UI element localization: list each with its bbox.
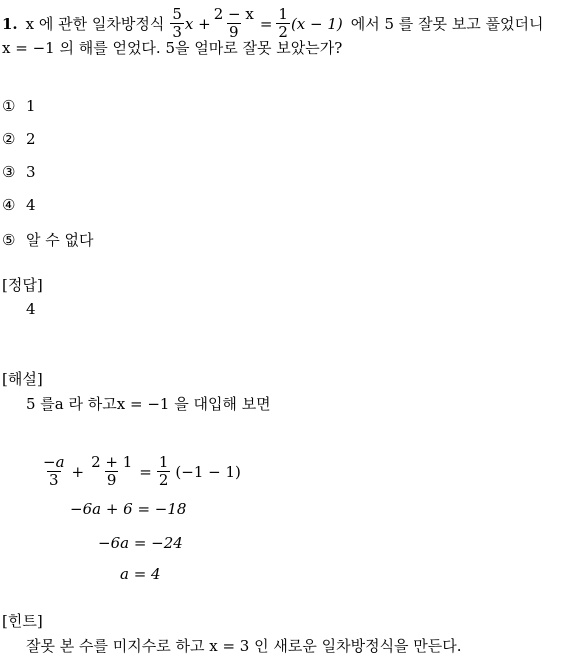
choice-3[interactable] xyxy=(2,163,36,181)
fraction-numerator: 5 xyxy=(172,5,182,23)
choice-mark: ③ xyxy=(2,163,16,181)
eq-equals: = xyxy=(259,14,273,33)
fraction-denominator: 3 xyxy=(48,471,59,490)
question-number: 1. xyxy=(2,14,18,33)
question-text-part1: x 에 관한 일차방정식 xyxy=(25,15,165,34)
question-line-2: x = −1 의 해를 얻었다. 5을 얼마로 잘못 보았는가? xyxy=(2,39,343,57)
choice-mark: ② xyxy=(2,130,16,148)
choice-text: 4 xyxy=(26,196,36,214)
fraction-denominator: 2 xyxy=(158,471,169,490)
choice-mark: ① xyxy=(2,97,16,115)
fraction-numerator: −a xyxy=(43,453,65,471)
sol-fraction-1-2 xyxy=(157,454,171,490)
hint-header: [힌트] xyxy=(2,612,43,630)
solution-equation-4: a = 4 xyxy=(120,565,161,583)
fraction-numerator: 1 xyxy=(278,5,288,23)
fraction-denominator: 3 xyxy=(172,23,182,42)
fraction-numerator: 2 − x xyxy=(213,5,254,23)
choice-5[interactable] xyxy=(2,229,94,250)
sol-tail: (−1 − 1) xyxy=(175,462,241,481)
solution-equation-2: −6a + 6 = −18 xyxy=(70,500,187,518)
eq-tail: (x − 1) xyxy=(290,14,343,33)
choice-text: 1 xyxy=(26,97,36,115)
solution-equation-3: −6a = −24 xyxy=(98,534,183,552)
question-text-part2: 에서 5 를 잘못 보고 풀었더니 xyxy=(350,15,544,34)
solution-header: [해설] xyxy=(2,370,43,388)
sol-fraction-neg-a-3 xyxy=(41,454,67,490)
fraction-numerator: 2 + 1 xyxy=(91,453,133,471)
eq-middle: x + xyxy=(184,14,211,33)
sol-plus: + xyxy=(71,462,85,481)
solution-intro: 5 를a 라 하고x = −1 을 대입해 보면 xyxy=(26,395,271,413)
sol-fraction-3-9 xyxy=(89,454,134,490)
choice-mark: ④ xyxy=(2,196,16,214)
choice-1[interactable] xyxy=(2,97,36,115)
solution-equation-1 xyxy=(40,454,241,490)
choice-text: 알 수 없다 xyxy=(26,231,94,249)
choice-text: 3 xyxy=(26,163,36,181)
sol-equals: = xyxy=(139,462,152,481)
fraction-denominator: 2 xyxy=(278,23,288,42)
choice-2[interactable] xyxy=(2,130,36,148)
hint-text: 잘못 본 수를 미지수로 하고 x = 3 인 새로운 일차방정식을 만든다. xyxy=(26,637,462,655)
fraction-denominator: 9 xyxy=(228,23,239,42)
answer-header: [정답] xyxy=(2,276,43,294)
fraction-denominator: 9 xyxy=(106,471,117,490)
answer-value: 4 xyxy=(26,300,36,318)
fraction-numerator: 1 xyxy=(158,453,169,471)
choice-4[interactable] xyxy=(2,196,36,214)
choice-mark: ⑤ xyxy=(2,231,16,249)
choice-text: 2 xyxy=(26,130,36,148)
